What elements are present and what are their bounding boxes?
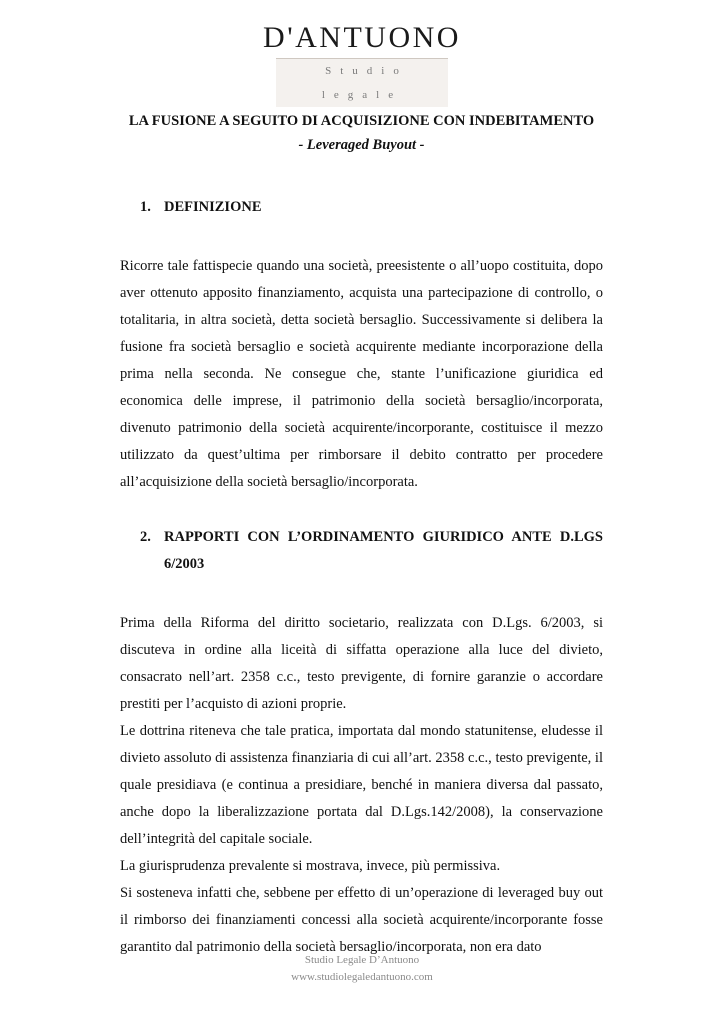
- letterhead: [0, 20, 724, 107]
- footer-website: www.studiolegaledantuono.com: [291, 971, 433, 983]
- footer-firm-name: Studio Legale D’Antuono: [304, 954, 420, 966]
- section-title: DEFINIZIONE: [164, 199, 262, 215]
- section-number: 2.: [140, 529, 151, 545]
- section-number: 1.: [140, 199, 151, 215]
- brand-tagline: Studio legale: [276, 59, 448, 107]
- paragraph: Si sosteneva infatti che, sebbene per effetto di un’operazione di leveraged buy out il rimborso dei finanziamenti concessi alla società acquirente/incorporante fosse garantito dal patrimonio della società bersaglio/incorporata, non era dato: [120, 885, 603, 955]
- document-body: [120, 108, 603, 961]
- document-title: LA FUSIONE A SEGUITO DI ACQUISIZIONE CON INDEBITAMENTO: [128, 113, 595, 129]
- paragraph: Ricorre tale fattispecie quando una società, preesistente o all’uopo costituita, dopo aver ottenuto apposito finanziamento, acquista una partecipazione di controllo, o totalitaria, in altra società, detta società bersaglio. Successivamente si delibera la fusione fra società bersaglio e società acquirente mediante incorporazione della prima nella seconda. Ne consegue che, stante l’unificazione giuridica ed economica delle imprese, il patrimonio della società bersaglio/incorporata, divenuto patrimonio della società acquirente/incorporante, costituisce il mezzo utilizzato da quest’ultima per rimborsare il debito contratto per procedere all’acquisizione della società bersaglio/incorporata.: [120, 258, 603, 490]
- section-heading-definizione: [120, 194, 603, 221]
- section-heading-rapporti: [120, 524, 603, 578]
- document-subtitle: - Leveraged Buyout -: [298, 137, 425, 153]
- page-footer: [0, 952, 724, 986]
- paragraph: La giurisprudenza prevalente si mostrava, invece, più permissiva.: [120, 858, 501, 874]
- paragraph: Le dottrina riteneva che tale pratica, importata dal mondo statunitense, eludesse il divieto assoluto di assistenza finanziaria di cui all’art. 2358 c.c., testo previgente, il quale presidiava (e continua a presidiare, benché in maniera diversa dal passato, anche dopo la liberalizzazione portata dal D.Lgs.142/2008), la conservazione dell’integrità del capitale sociale.: [120, 723, 603, 847]
- brand-name: D'ANTUONO: [263, 21, 461, 54]
- section-title: RAPPORTI CON L’ORDINAMENTO GIURIDICO ANTE D.LGS 6/2003: [164, 529, 603, 572]
- paragraph: Prima della Riforma del diritto societario, realizzata con D.Lgs. 6/2003, si discuteva in ordine alla liceità di siffatta operazione alla luce del divieto, consacrato nell’art. 2358 c.c., testo previgente, di fornire garanzie o accordare prestiti per l’acquisto di azioni proprie.: [120, 615, 603, 712]
